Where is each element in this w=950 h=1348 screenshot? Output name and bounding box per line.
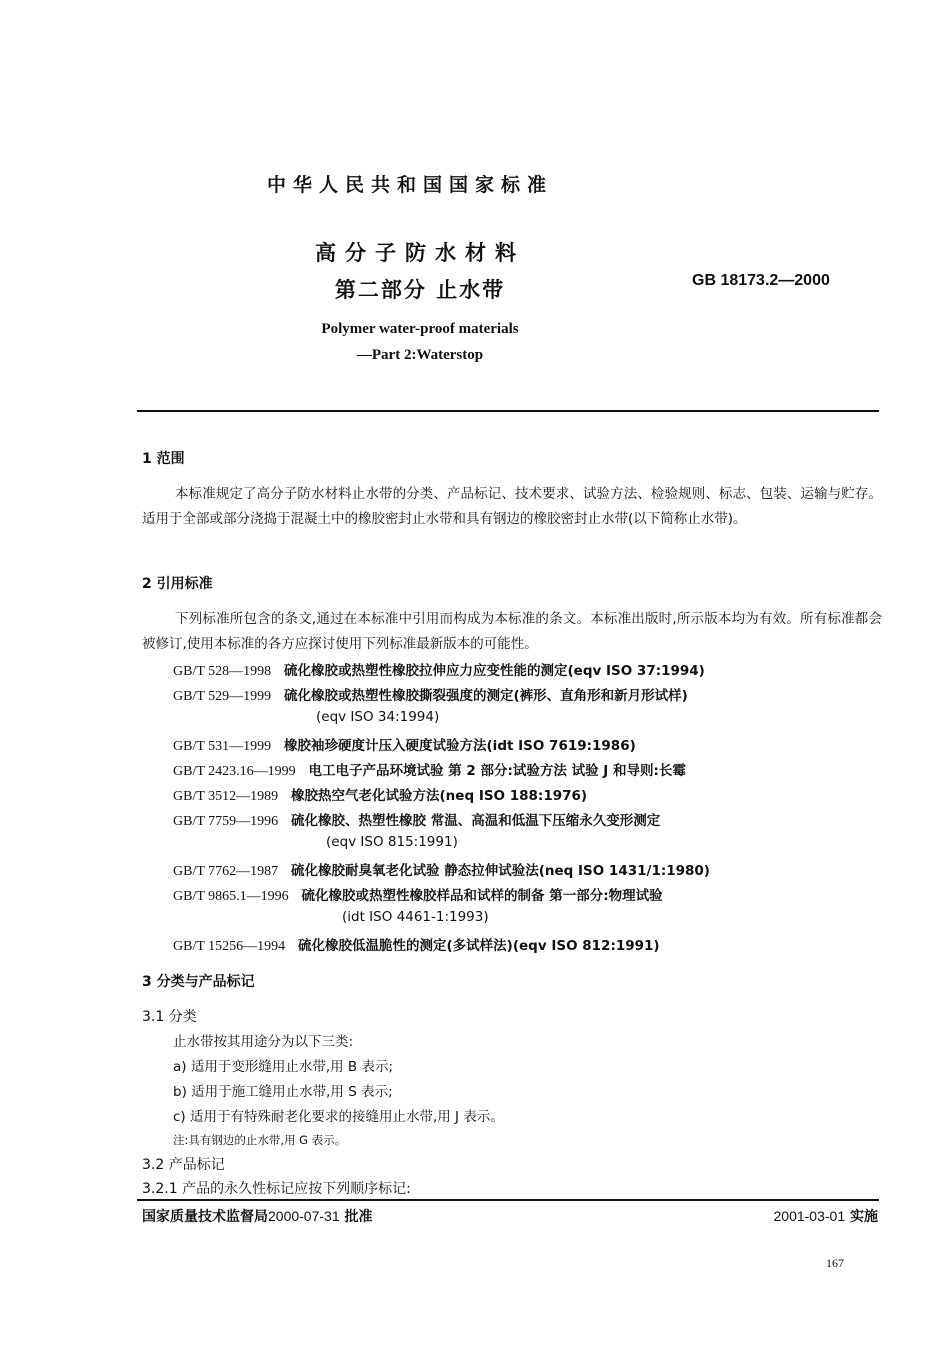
- reference-item: [173, 659, 705, 680]
- classification-item: c) 适用于有特殊耐老化要求的接缝用止水带,用 J 表示。: [173, 1109, 504, 1125]
- header-divider: [137, 410, 879, 412]
- reference-code: GB/T 2423.16—1999: [173, 764, 296, 779]
- footer-divider: [137, 1199, 879, 1201]
- title-cn-main: 高分子防水材料: [315, 241, 525, 265]
- reference-item: [173, 809, 660, 830]
- section-1-heading: 1 范围: [142, 451, 185, 467]
- reference-continuation: (eqv ISO 34:1994): [316, 709, 440, 725]
- reference-title: 硫化橡胶、热塑性橡胶 常温、高温和低温下压缩永久变形测定: [291, 813, 661, 829]
- reference-code: GB/T 7762—1987: [173, 864, 279, 879]
- reference-item: [173, 759, 686, 780]
- reference-item: [173, 734, 636, 755]
- reference-code: GB/T 529—1999: [173, 689, 272, 704]
- reference-title: 橡胶袖珍硬度计压入硬度试验方法(idt ISO 7619:1986): [284, 738, 636, 754]
- standard-code: GB 18173.2—2000: [692, 272, 830, 289]
- section-3-1-intro: 止水带按其用途分为以下三类:: [173, 1034, 354, 1050]
- title-cn-part: 第二部分 止水带: [334, 278, 506, 302]
- classification-note: 注:具有钢边的止水带,用 G 表示。: [173, 1133, 347, 1147]
- reference-code: GB/T 3512—1989: [173, 789, 279, 804]
- national-standard-heading: 中华人民共和国国家标准: [266, 174, 553, 196]
- reference-code: GB/T 7759—1996: [173, 814, 279, 829]
- reference-item: [173, 784, 587, 805]
- approval-date: 2000-07-31: [268, 1208, 340, 1224]
- reference-code: GB/T 15256—1994: [173, 939, 286, 954]
- reference-continuation: (eqv ISO 815:1991): [326, 834, 458, 850]
- reference-title: 硫化橡胶耐臭氧老化试验 静态拉伸试验法(neq ISO 1431/1:1980): [291, 863, 710, 879]
- approval-suffix: 批准: [344, 1209, 373, 1225]
- section-3-2-1-text: 3.2.1 产品的永久性标记应按下列顺序标记:: [142, 1181, 411, 1197]
- reference-code: GB/T 528—1998: [173, 664, 272, 679]
- reference-title: 硫化橡胶或热塑性橡胶拉伸应力应变性能的测定(eqv ISO 37:1994): [284, 663, 705, 679]
- implementation-date: 2001-03-01: [773, 1208, 846, 1224]
- title-en-main: Polymer water-proof materials: [321, 321, 519, 337]
- classification-item: b) 适用于施工缝用止水带,用 S 表示;: [173, 1084, 393, 1100]
- reference-title: 硫化橡胶低温脆性的测定(多试样法)(eqv ISO 812:1991): [298, 938, 660, 954]
- reference-item: [173, 684, 688, 705]
- page-number: 167: [826, 1256, 844, 1270]
- reference-title: 硫化橡胶或热塑性橡胶撕裂强度的测定(裤形、直角形和新月形试样): [284, 688, 688, 704]
- implementation-line: [774, 1206, 879, 1226]
- reference-title: 橡胶热空气老化试验方法(neq ISO 188:1976): [291, 788, 588, 804]
- section-2-heading: 2 引用标准: [142, 576, 213, 592]
- reference-item: [173, 884, 663, 905]
- reference-item: [173, 934, 660, 955]
- section-3-heading: 3 分类与产品标记: [142, 974, 255, 990]
- reference-title: 硫化橡胶或热塑性橡胶样品和试样的制备 第一部分:物理试验: [301, 888, 663, 904]
- reference-title: 电工电子产品环境试验 第 2 部分:试验方法 试验 J 和导则:长霉: [308, 763, 686, 779]
- reference-item: [173, 859, 710, 880]
- title-en-part: —Part 2:Waterstop: [356, 347, 484, 363]
- section-3-2-heading: 3.2 产品标记: [142, 1157, 225, 1173]
- section-1-paragraph: 本标准规定了高分子防水材料止水带的分类、产品标记、技术要求、试验方法、检验规则、标志、包装、运输与贮存。适用于全部或部分浇捣于混凝土中的橡胶密封止水带和具有钢边的橡胶密封止水带(以下简称止水带)。: [142, 486, 882, 527]
- reference-code: GB/T 9865.1—1996: [173, 889, 289, 904]
- section-2-paragraph: 下列标准所包含的条文,通过在本标准中引用而构成为本标准的条文。本标准出版时,所示版本均为有效。所有标准都会被修订,使用本标准的各方应探讨使用下列标准最新版本的可能性。: [142, 611, 882, 652]
- reference-code: GB/T 531—1999: [173, 739, 272, 754]
- implementation-suffix: 实施: [850, 1209, 878, 1225]
- section-3-1-heading: 3.1 分类: [142, 1009, 197, 1025]
- classification-item: a) 适用于变形缝用止水带,用 B 表示;: [173, 1059, 394, 1075]
- reference-continuation: (idt ISO 4461-1:1993): [342, 909, 489, 925]
- approval-org: 国家质量技术监督局: [142, 1209, 268, 1225]
- approval-line: [142, 1206, 373, 1226]
